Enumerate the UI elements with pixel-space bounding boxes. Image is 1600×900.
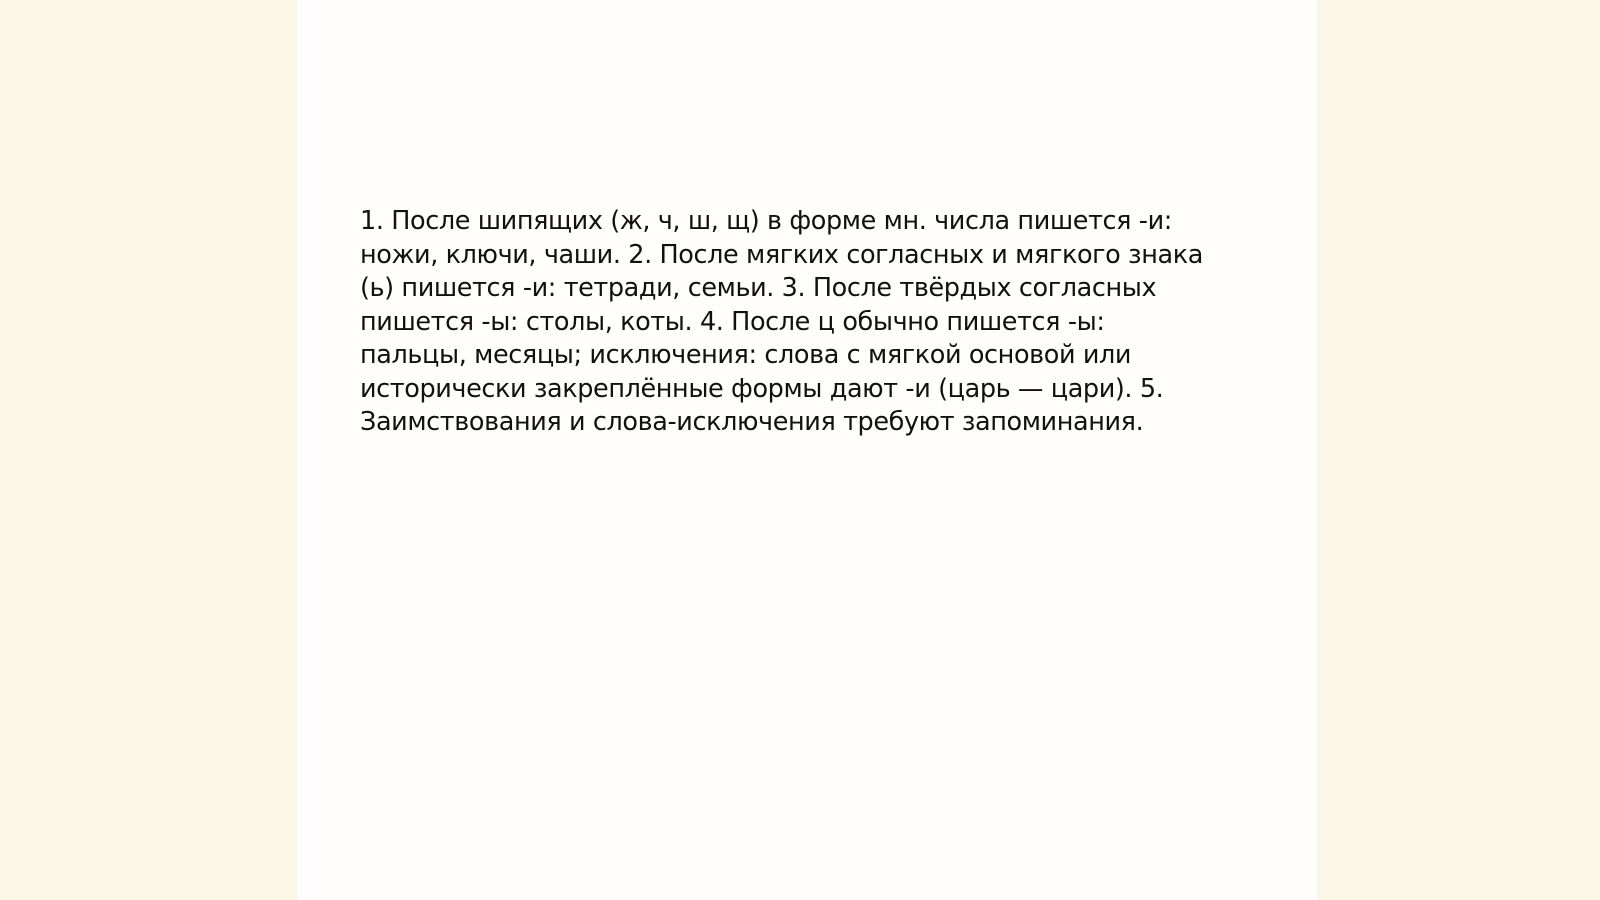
body-paragraph (360, 205, 1250, 440)
text-line: ножи, ключи, чаши. 2. После мягких согласных и мягкого знака (360, 239, 1203, 270)
document-page (297, 0, 1317, 900)
text-line: исторически закреплённые формы дают -и (царь — цари). 5. (360, 373, 1164, 404)
text-line: пишется -ы: столы, коты. 4. После ц обычно пишется -ы: (360, 306, 1105, 337)
text-line: пальцы, месяцы; исключения: слова с мягкой основой или (360, 340, 1132, 370)
text-line: 1. После шипящих (ж, ч, ш, щ) в форме мн. числа пишется -и: (360, 206, 1172, 236)
text-line: Заимствования и слова-исключения требуют запоминания. (360, 407, 1144, 437)
text-line: (ь) пишется -и: тетради, семьи. 3. После твёрдых согласных (360, 273, 1157, 303)
